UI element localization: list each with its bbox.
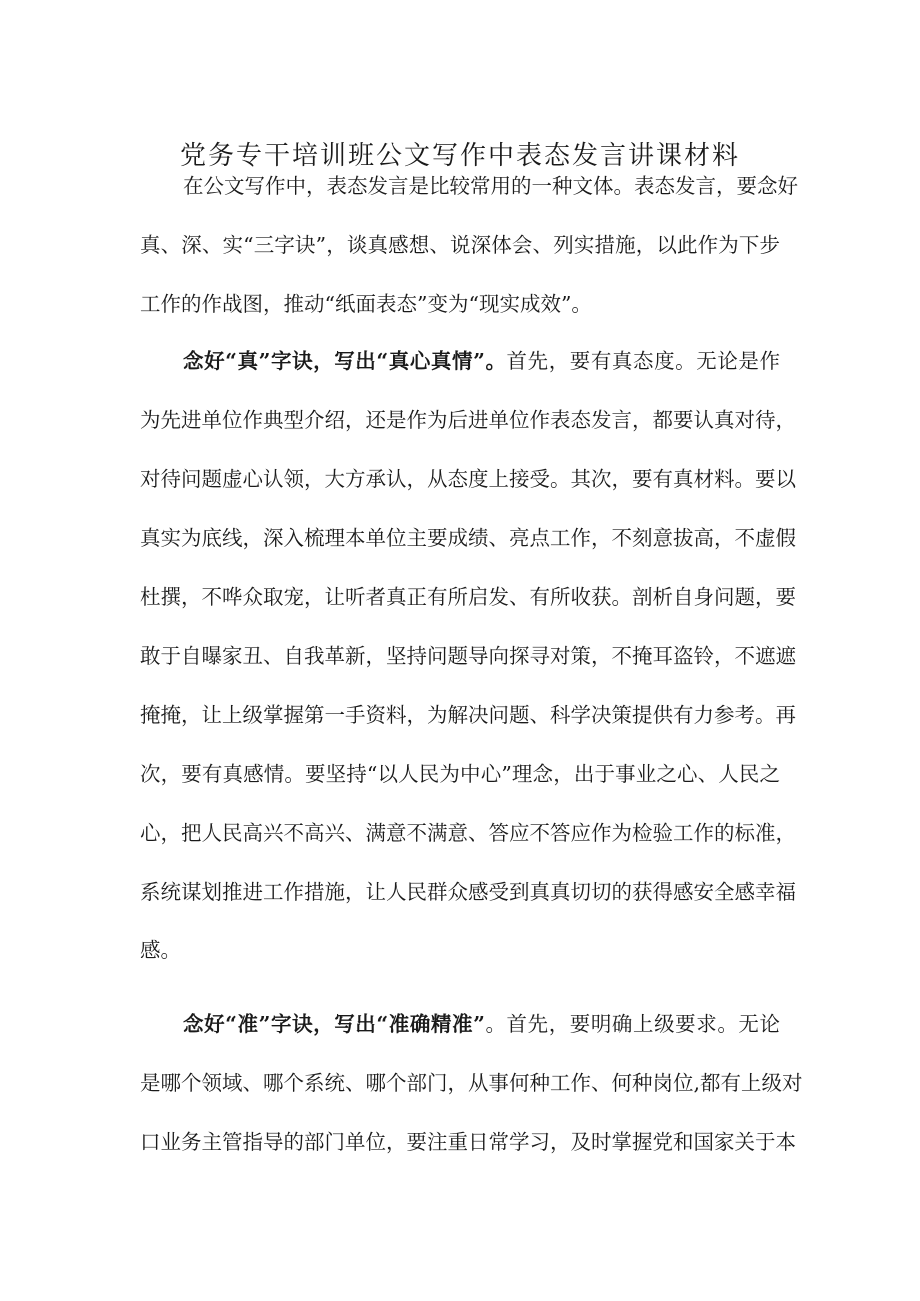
paragraph-1-line-1: 在公文写作中，表态发言是比较常用的一种文体。表态发言，要念好 [183, 174, 798, 198]
paragraph-3-heading: 念好“准”字诀，写出“准确精准” [183, 1012, 485, 1036]
paragraph-2-line-6: 敢于自曝家丑、自我革新，坚持问题导向探寻对策，不掩耳盗铃，不遮遮 [140, 644, 796, 668]
paragraph-2-line-7: 掩掩，让上级掌握第一手资料，为解决问题、科学决策提供有力参考。再 [140, 703, 796, 727]
paragraph-3-line-2: 是哪个领域、哪个系统、哪个部门，从事何种工作、何种岗位,都有上级对 [140, 1071, 803, 1095]
document-title: 党务专干培训班公文写作中表态发言讲课材料 [179, 141, 740, 171]
paragraph-2-line-11: 感。 [140, 938, 181, 962]
paragraph-2-line-1 [183, 341, 780, 381]
paragraph-2-line-10: 系统谋划推进工作措施，让人民群众感受到真真切切的获得感安全感幸福 [140, 880, 796, 904]
paragraph-2-line-3: 对待问题虚心认领，大方承认，从态度上接受。其次，要有真材料。要以 [140, 467, 796, 491]
paragraph-2-line-4: 真实为底线，深入梳理本单位主要成绩、亮点工作，不刻意拔高，不虚假 [140, 526, 796, 550]
paragraph-3-line-3: 口业务主管指导的部门单位，要注重日常学习，及时掌握党和国家关于本 [140, 1130, 796, 1154]
paragraph-2-first-line-text: 首先，要有真态度。无论是作 [506, 349, 780, 373]
paragraph-2-line-2: 为先进单位作典型介绍，还是作为后进单位作表态发言，都要认真对待， [140, 408, 796, 432]
paragraph-2-line-8: 次，要有真感情。要坚持“以人民为中心”理念，出于事业之心、人民之 [140, 762, 780, 786]
paragraph-3-first-line-text: 。首先，要明确上级要求。无论 [484, 1012, 780, 1036]
paragraph-1-line-2: 真、深、实“三字诀”，谈真感想、说深体会、列实措施，以此作为下步 [140, 233, 780, 257]
paragraph-2-line-5: 杜撰，不哗众取宠，让听者真正有所启发、有所收获。剖析自身问题，要 [140, 585, 796, 609]
paragraph-2-line-9: 心，把人民高兴不高兴、满意不满意、答应不答应作为检验工作的标准， [140, 821, 796, 845]
paragraph-2-heading: 念好“真”字诀，写出“真心真情”。 [183, 349, 507, 373]
paragraph-3-line-1 [183, 1004, 780, 1044]
paragraph-1-line-3: 工作的作战图，推动“纸面表态”变为“现实成效”。 [140, 292, 592, 316]
